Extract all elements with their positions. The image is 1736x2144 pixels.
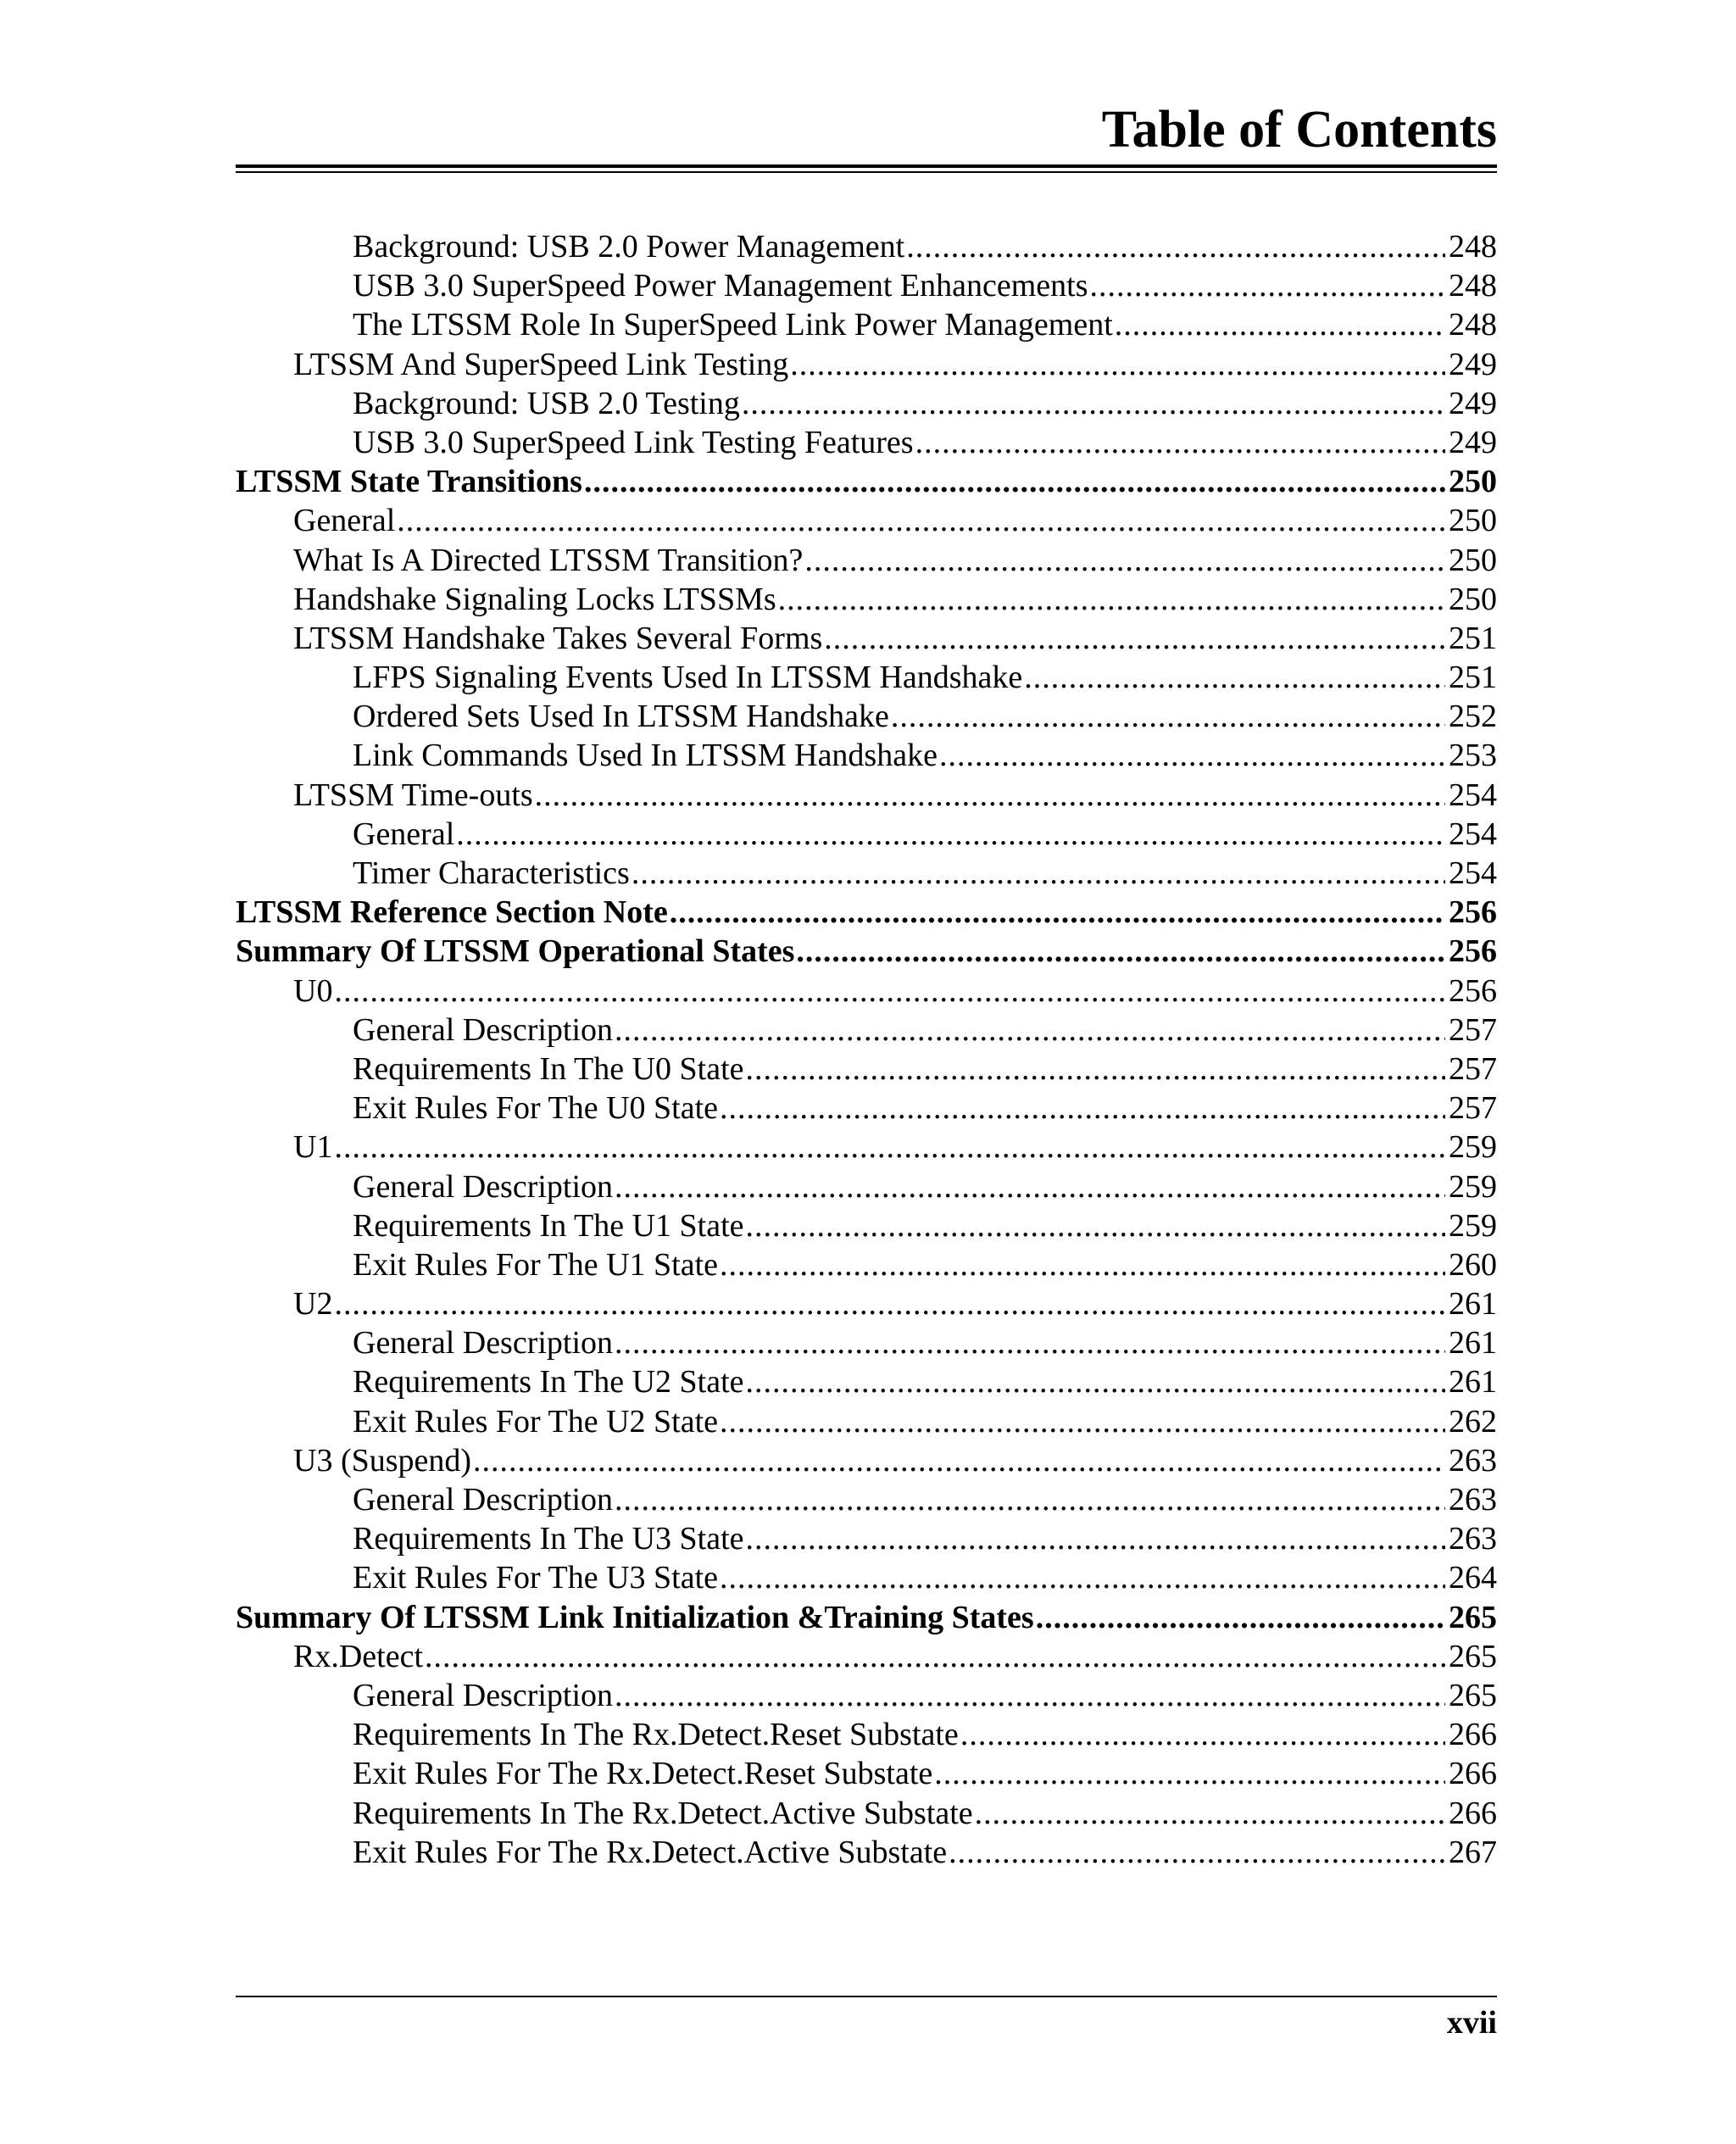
toc-entry[interactable] bbox=[236, 1480, 1497, 1519]
toc-entry-page: 248 bbox=[1449, 307, 1497, 343]
toc-entry-page: 265 bbox=[1449, 1638, 1497, 1674]
toc-entry-page: 263 bbox=[1449, 1482, 1497, 1518]
toc-entry[interactable] bbox=[236, 697, 1497, 736]
dot-leader bbox=[615, 1676, 1445, 1715]
dot-leader bbox=[746, 1362, 1445, 1401]
toc-entry-page: 250 bbox=[1449, 464, 1497, 500]
toc-entry[interactable] bbox=[236, 619, 1497, 658]
toc-entry-title: Requirements In The Rx.Detect.Reset Substate bbox=[353, 1717, 959, 1753]
dot-leader bbox=[334, 1284, 1445, 1323]
toc-entry-page: 261 bbox=[1449, 1325, 1497, 1362]
toc-entry-page: 266 bbox=[1449, 1795, 1497, 1831]
toc-entry-title: General Description bbox=[353, 1011, 614, 1048]
toc-entry-title: Exit Rules For The U0 State bbox=[353, 1090, 718, 1127]
toc-entry[interactable] bbox=[236, 345, 1497, 384]
toc-entry-title: Requirements In The U1 State bbox=[353, 1207, 744, 1244]
toc-entry-page: 251 bbox=[1449, 660, 1497, 696]
toc-entry-page: 256 bbox=[1449, 972, 1497, 1009]
toc-entry[interactable] bbox=[236, 854, 1497, 893]
toc-entry-title: LFPS Signaling Events Used In LTSSM Handshake bbox=[353, 660, 1023, 696]
footer-rule bbox=[236, 1996, 1497, 1997]
toc-entry-page: 254 bbox=[1449, 816, 1497, 852]
toc-entry[interactable] bbox=[236, 972, 1497, 1011]
toc-entry[interactable] bbox=[236, 1833, 1497, 1872]
toc-entry[interactable] bbox=[236, 893, 1497, 932]
toc-entry-title: Ordered Sets Used In LTSSM Handshake bbox=[353, 699, 889, 735]
toc-entry[interactable] bbox=[236, 815, 1497, 854]
toc-entry-title: Requirements In The U3 State bbox=[353, 1521, 744, 1557]
toc-entry-page: 254 bbox=[1449, 855, 1497, 891]
dot-leader bbox=[720, 1558, 1445, 1597]
toc-entry-title: General bbox=[353, 816, 455, 852]
toc-entry[interactable] bbox=[236, 1676, 1497, 1715]
toc-entry[interactable] bbox=[236, 932, 1497, 971]
toc-entry-page: 259 bbox=[1449, 1129, 1497, 1166]
toc-entry[interactable] bbox=[236, 305, 1497, 344]
header-rule-thick bbox=[236, 164, 1497, 168]
toc-entry[interactable] bbox=[236, 1323, 1497, 1362]
toc-entry[interactable] bbox=[236, 1715, 1497, 1754]
toc-entry-page: 259 bbox=[1449, 1207, 1497, 1244]
toc-entry-title: LTSSM And SuperSpeed Link Testing bbox=[293, 346, 789, 382]
toc-entry-page: 267 bbox=[1449, 1834, 1497, 1870]
toc-entry-title: LTSSM State Transitions bbox=[236, 464, 582, 500]
toc-entry[interactable] bbox=[236, 1519, 1497, 1558]
dot-leader bbox=[778, 580, 1445, 619]
dot-leader bbox=[584, 462, 1445, 501]
dot-leader bbox=[824, 619, 1445, 658]
toc-entry-page: 266 bbox=[1449, 1717, 1497, 1753]
toc-entry-page: 250 bbox=[1449, 581, 1497, 617]
dot-leader bbox=[1024, 658, 1445, 697]
toc-entry-page: 251 bbox=[1449, 620, 1497, 656]
toc-entry-title: U0 bbox=[293, 972, 333, 1009]
toc-entry-page: 259 bbox=[1449, 1168, 1497, 1205]
toc-entry-title: Exit Rules For The U1 State bbox=[353, 1246, 718, 1283]
toc-entry-title: U3 (Suspend) bbox=[293, 1442, 472, 1479]
toc-entry-page: 249 bbox=[1449, 385, 1497, 421]
toc-entry[interactable] bbox=[236, 1284, 1497, 1323]
toc-entry[interactable] bbox=[236, 1637, 1497, 1676]
toc-entry-page: 250 bbox=[1449, 542, 1497, 578]
toc-entry-page: 256 bbox=[1449, 933, 1497, 970]
toc-entry-title: Background: USB 2.0 Testing bbox=[353, 385, 740, 421]
dot-leader bbox=[975, 1794, 1445, 1833]
toc-entry-page: 257 bbox=[1449, 1090, 1497, 1127]
toc-entry-page: 252 bbox=[1449, 699, 1497, 735]
toc-entry[interactable] bbox=[236, 541, 1497, 580]
toc-entry-page: 248 bbox=[1449, 229, 1497, 265]
toc-entry-title: Timer Characteristics bbox=[353, 855, 630, 891]
dot-leader bbox=[456, 815, 1445, 854]
dot-leader bbox=[720, 1402, 1445, 1441]
dot-leader bbox=[746, 1206, 1445, 1245]
dot-leader bbox=[1115, 305, 1445, 344]
toc-entry[interactable] bbox=[236, 1402, 1497, 1441]
toc-entry[interactable] bbox=[236, 1050, 1497, 1089]
toc-entry[interactable] bbox=[236, 658, 1497, 697]
toc-entry-title: The LTSSM Role In SuperSpeed Link Power Management bbox=[353, 307, 1113, 343]
toc-entry-page: 261 bbox=[1449, 1286, 1497, 1323]
toc-entry-title: Requirements In The U0 State bbox=[353, 1050, 744, 1087]
dot-leader bbox=[473, 1441, 1445, 1480]
dot-leader bbox=[615, 1011, 1445, 1050]
dot-leader bbox=[746, 1050, 1445, 1089]
dot-leader bbox=[790, 345, 1445, 384]
table-of-contents bbox=[236, 227, 1497, 1872]
dot-leader bbox=[804, 541, 1445, 580]
toc-entry-title: USB 3.0 SuperSpeed Power Management Enhancements bbox=[353, 268, 1088, 304]
toc-entry-page: 261 bbox=[1449, 1364, 1497, 1401]
dot-leader bbox=[906, 227, 1445, 266]
dot-leader bbox=[425, 1637, 1445, 1676]
toc-entry-page: 264 bbox=[1449, 1560, 1497, 1596]
dot-leader bbox=[1090, 266, 1446, 305]
toc-entry-title: General Description bbox=[353, 1482, 614, 1518]
toc-entry-page: 254 bbox=[1449, 777, 1497, 813]
toc-entry-title: U2 bbox=[293, 1286, 333, 1323]
toc-entry-title: Requirements In The U2 State bbox=[353, 1364, 744, 1401]
dot-leader bbox=[939, 736, 1445, 775]
toc-entry-page: 249 bbox=[1449, 424, 1497, 460]
toc-entry-title: LTSSM Handshake Takes Several Forms bbox=[293, 620, 823, 656]
dot-leader bbox=[670, 893, 1445, 932]
dot-leader bbox=[615, 1323, 1445, 1362]
dot-leader bbox=[334, 972, 1445, 1011]
page-number: xvii bbox=[1446, 2005, 1497, 2041]
dot-leader bbox=[891, 697, 1445, 736]
toc-entry[interactable] bbox=[236, 423, 1497, 462]
toc-entry-title: LTSSM Time-outs bbox=[293, 777, 533, 813]
dot-leader bbox=[397, 501, 1445, 540]
toc-entry[interactable] bbox=[236, 1206, 1497, 1245]
toc-entry-page: 248 bbox=[1449, 268, 1497, 304]
dot-leader bbox=[934, 1754, 1445, 1793]
toc-entry[interactable] bbox=[236, 462, 1497, 501]
toc-entry-title: General bbox=[293, 503, 396, 539]
toc-entry-page: 249 bbox=[1449, 346, 1497, 382]
toc-entry-title: Rx.Detect bbox=[293, 1638, 424, 1674]
toc-entry[interactable] bbox=[236, 776, 1497, 815]
toc-entry-title: What Is A Directed LTSSM Transition? bbox=[293, 542, 804, 578]
toc-entry-title: Handshake Signaling Locks LTSSMs bbox=[293, 581, 776, 617]
toc-entry-title: General Description bbox=[353, 1677, 614, 1713]
toc-entry[interactable] bbox=[236, 580, 1497, 619]
toc-entry-page: 256 bbox=[1449, 894, 1497, 931]
toc-entry-title: General Description bbox=[353, 1325, 614, 1362]
toc-entry-title: Exit Rules For The U3 State bbox=[353, 1560, 718, 1596]
dot-leader bbox=[960, 1715, 1445, 1754]
dot-leader bbox=[949, 1833, 1445, 1872]
toc-entry-title: Summary Of LTSSM Operational States bbox=[236, 933, 795, 970]
dot-leader bbox=[796, 932, 1445, 971]
toc-entry-page: 250 bbox=[1449, 503, 1497, 539]
dot-leader bbox=[1036, 1598, 1445, 1637]
toc-entry[interactable] bbox=[236, 1794, 1497, 1833]
toc-entry[interactable] bbox=[236, 1089, 1497, 1128]
toc-entry[interactable] bbox=[236, 266, 1497, 305]
toc-entry[interactable] bbox=[236, 1558, 1497, 1597]
toc-entry-title: Exit Rules For The U2 State bbox=[353, 1403, 718, 1440]
toc-entry[interactable] bbox=[236, 1598, 1497, 1637]
toc-entry[interactable] bbox=[236, 1128, 1497, 1167]
toc-entry-page: 265 bbox=[1449, 1677, 1497, 1713]
toc-entry[interactable] bbox=[236, 736, 1497, 775]
dot-leader bbox=[720, 1245, 1445, 1284]
dot-leader bbox=[742, 384, 1445, 423]
toc-entry[interactable] bbox=[236, 1011, 1497, 1050]
toc-entry-title: Link Commands Used In LTSSM Handshake bbox=[353, 738, 938, 774]
dot-leader bbox=[535, 776, 1445, 815]
toc-entry[interactable] bbox=[236, 1245, 1497, 1284]
toc-entry-page: 257 bbox=[1449, 1011, 1497, 1048]
toc-entry-title: Summary Of LTSSM Link Initialization &Training States bbox=[236, 1599, 1034, 1635]
toc-entry-page: 262 bbox=[1449, 1403, 1497, 1440]
dot-leader bbox=[720, 1089, 1445, 1128]
toc-entry-title: USB 3.0 SuperSpeed Link Testing Features bbox=[353, 424, 914, 460]
header-rule-thin bbox=[236, 171, 1497, 173]
toc-entry[interactable] bbox=[236, 227, 1497, 266]
dot-leader bbox=[915, 423, 1445, 462]
toc-entry-page: 260 bbox=[1449, 1246, 1497, 1283]
dot-leader bbox=[615, 1167, 1445, 1206]
dot-leader bbox=[615, 1480, 1445, 1519]
toc-entry-title: Background: USB 2.0 Power Management bbox=[353, 229, 905, 265]
toc-entry-title: Exit Rules For The Rx.Detect.Active Substate bbox=[353, 1834, 948, 1870]
dot-leader bbox=[632, 854, 1445, 893]
toc-entry[interactable] bbox=[236, 1754, 1497, 1793]
toc-entry-page: 265 bbox=[1449, 1599, 1497, 1635]
toc-entry[interactable] bbox=[236, 1167, 1497, 1206]
toc-entry-title: LTSSM Reference Section Note bbox=[236, 894, 668, 931]
dot-leader bbox=[746, 1519, 1445, 1558]
toc-entry-title: Exit Rules For The Rx.Detect.Reset Substate bbox=[353, 1756, 933, 1792]
toc-entry-page: 263 bbox=[1449, 1442, 1497, 1479]
toc-entry[interactable] bbox=[236, 501, 1497, 540]
toc-entry-page: 263 bbox=[1449, 1521, 1497, 1557]
toc-entry[interactable] bbox=[236, 1441, 1497, 1480]
toc-entry-title: Requirements In The Rx.Detect.Active Substate bbox=[353, 1795, 973, 1831]
toc-entry-page: 257 bbox=[1449, 1050, 1497, 1087]
dot-leader bbox=[334, 1128, 1445, 1167]
toc-entry-page: 253 bbox=[1449, 738, 1497, 774]
page-title: Table of Contents bbox=[1101, 101, 1497, 159]
toc-entry[interactable] bbox=[236, 384, 1497, 423]
toc-entry-page: 266 bbox=[1449, 1756, 1497, 1792]
toc-entry-title: General Description bbox=[353, 1168, 614, 1205]
toc-entry[interactable] bbox=[236, 1362, 1497, 1401]
toc-entry-title: U1 bbox=[293, 1129, 333, 1166]
